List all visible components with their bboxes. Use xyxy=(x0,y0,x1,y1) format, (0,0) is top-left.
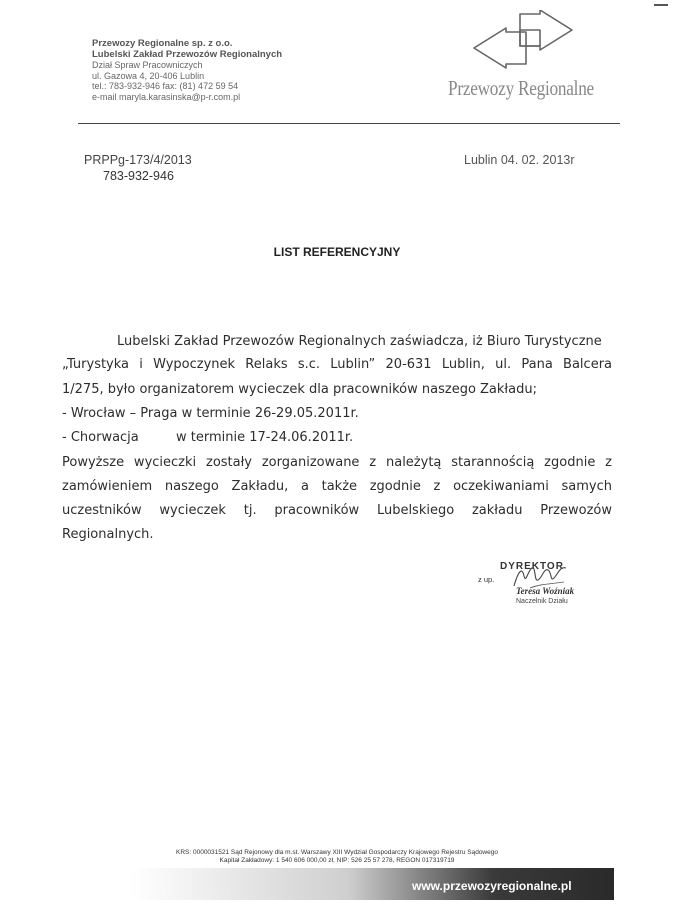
logo-wordmark: Przewozy Regionalne xyxy=(448,76,594,100)
logo-arrows-icon xyxy=(462,10,584,72)
body-line: Regionalnych. xyxy=(62,527,154,542)
signatory-name: Teresa Woźniak xyxy=(516,586,575,596)
footer-capital-line: Kapitał Zakładowy: 1 540 606 000,00 zł, NIP: 526 25 57 278, REGON 017319719 xyxy=(219,857,455,864)
document-title: LIST REFERENCYJNY xyxy=(273,245,401,259)
footer-registry-line: KRS: 0000031521 Sąd Rejonowy dla m.st. Warszawy XIII Wydział Gospodarczy Krajowego Rejestru Sądowego xyxy=(176,849,498,856)
reference-number: PRPPg-173/4/2013 xyxy=(84,153,192,167)
signatory-role: Naczelnik Działu xyxy=(516,598,568,605)
date-place: Lublin 04. 02. 2013r xyxy=(464,153,575,167)
company-name: Przewozy Regionalne sp. z o.o. xyxy=(92,38,233,49)
branch-name: Lubelski Zakład Przewozów Regionalnych xyxy=(92,49,283,60)
body-line: Powyższe wycieczki zostały zorganizowane z należytą starannością zgodnie z xyxy=(62,455,612,470)
phone-number: 783-932-946 xyxy=(103,169,174,183)
signature-title: DYREKTOR xyxy=(500,561,564,572)
email: e-mail maryla.karasinska@p-r.com.pl xyxy=(92,91,241,102)
body-line: - Chorwacja xyxy=(62,430,139,445)
department-name: Dział Spraw Pracowniczych xyxy=(92,60,203,70)
body-line: - Wrocław – Praga w terminie 26-29.05.2011r. xyxy=(62,406,359,421)
body-line: Lubelski Zakład Przewozów Regionalnych zaświadcza, iż Biuro Turystyczne xyxy=(117,334,602,349)
signature-prefix: z up. xyxy=(478,575,495,584)
body-line: w terminie 17-24.06.2011r. xyxy=(176,430,354,445)
footer-website-link[interactable]: www.przewozyregionalne.pl xyxy=(412,879,572,893)
body-line: 1/275, było organizatorem wycieczek dla pracowników naszego Zakładu; xyxy=(62,382,537,397)
letterhead-address-block xyxy=(92,38,352,102)
address: ul. Gazowa 4, 20-406 Lublin xyxy=(92,70,205,81)
phone-fax: tel.: 783-932-946 fax: (81) 472 59 54 xyxy=(92,81,239,91)
header-divider xyxy=(78,123,620,124)
body-line: „Turystyka i Wypoczynek Relaks s.c. Lublin” 20-631 Lublin, ul. Pana Balcera xyxy=(62,357,612,372)
body-line: zamówieniem naszego Zakładu, a także zgodnie z oczekiwaniami samych xyxy=(62,479,612,494)
scan-corner-mark xyxy=(654,4,668,6)
body-line: uczestników wycieczek tj. pracowników Lubelskiego zakładu Przewozów xyxy=(62,503,612,518)
